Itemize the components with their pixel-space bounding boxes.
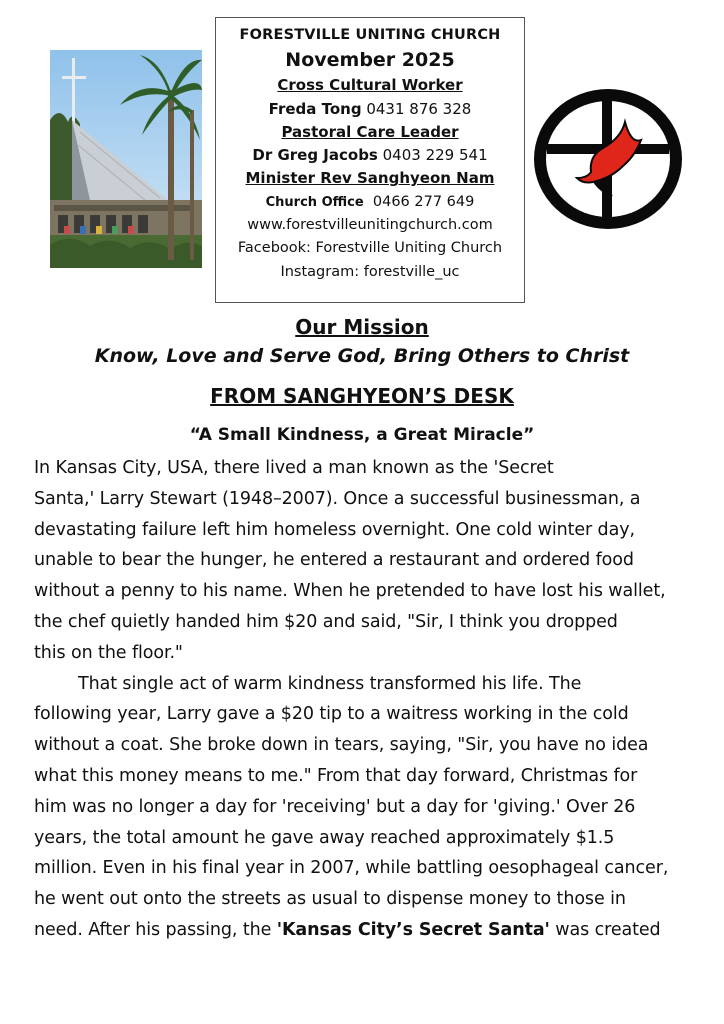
uniting-church-logo: [531, 86, 685, 232]
contact-name: Freda Tong: [268, 99, 362, 118]
article-line: That single act of warm kindness transformed his life. The: [78, 673, 582, 694]
church-info-box: [215, 17, 525, 303]
church-photo: [50, 50, 202, 268]
instagram-link[interactable]: Instagram: forestville_uc: [280, 263, 460, 280]
article-paragraph-2: [34, 669, 694, 700]
mission-statement: Know, Love and Serve God, Bring Others to Christ: [94, 345, 630, 367]
article-line: In Kansas City, USA, there lived a man known as the 'Secret: [34, 458, 554, 478]
role-pastoral-care-leader: Pastoral Care Leader: [281, 122, 459, 141]
article-line: following year, Larry gave a $20 tip to a waitress working in the cold: [34, 704, 629, 725]
article-line: without a penny to his name. When he pretended to have lost his wallet,: [34, 581, 666, 602]
article-emphasis: 'Kansas City’s Secret Santa': [276, 919, 550, 940]
office-label: Church Office: [265, 194, 364, 210]
article-title: “A Small Kindness, a Great Miracle”: [189, 425, 535, 445]
contact-phone: 0403 229 541: [382, 146, 488, 165]
article-line: he went out onto the streets as usual to dispense money to those in: [34, 889, 626, 910]
article-line: Santa,' Larry Stewart (1948–2007). Once a successful businessman, a: [34, 488, 641, 509]
article-line: what this money means to me." From that day forward, Christmas for: [34, 765, 638, 786]
article-paragraph-2-cont: [34, 699, 694, 945]
article-line: this on the floor.": [34, 642, 183, 663]
newsletter-month: November 2025: [285, 49, 455, 72]
contact-greg-jacobs: [216, 144, 524, 167]
article-body: [34, 453, 694, 946]
article-text: need. After his passing, the: [34, 919, 277, 940]
role-minister: Minister Rev Sanghyeon Nam: [245, 169, 495, 188]
contact-phone: 0431 876 328: [366, 99, 472, 118]
article-line: unable to bear the hunger, he entered a restaurant and ordered food: [34, 550, 634, 571]
article-line: the chef quietly handed him $20 and said, "Sir, I think you dropped: [34, 611, 618, 632]
role-cross-cultural-worker: Cross Cultural Worker: [277, 76, 463, 95]
article-line: years, the total amount he gave away reached approximately $1.5: [34, 827, 615, 848]
church-office: [216, 191, 524, 214]
website-link[interactable]: www.forestvilleunitingchurch.com: [247, 217, 493, 234]
contact-freda-tong: [216, 98, 524, 121]
article-line-last: [34, 915, 694, 946]
church-name: FORESTVILLE UNITING CHURCH: [239, 27, 501, 43]
contact-name: Dr Greg Jacobs: [252, 146, 378, 165]
article-line: million. Even in his final year in 2007, while battling oesophageal cancer,: [34, 858, 669, 879]
article-line: devastating failure left him homeless overnight. One cold winter day,: [34, 519, 635, 540]
article-line: him was no longer a day for 'receiving' but a day for 'giving.' Over 26: [34, 796, 636, 817]
office-phone: 0466 277 649: [372, 193, 475, 210]
article-paragraph-1: [34, 453, 694, 669]
facebook-link[interactable]: Facebook: Forestville Uniting Church: [237, 240, 503, 257]
article-text: was created: [549, 919, 661, 940]
mission-heading: Our Mission: [295, 315, 429, 339]
article-line: without a coat. She broke down in tears, saying, "Sir, you have no idea: [34, 735, 649, 756]
section-heading: FROM SANGHYEON’S DESK: [210, 384, 514, 408]
